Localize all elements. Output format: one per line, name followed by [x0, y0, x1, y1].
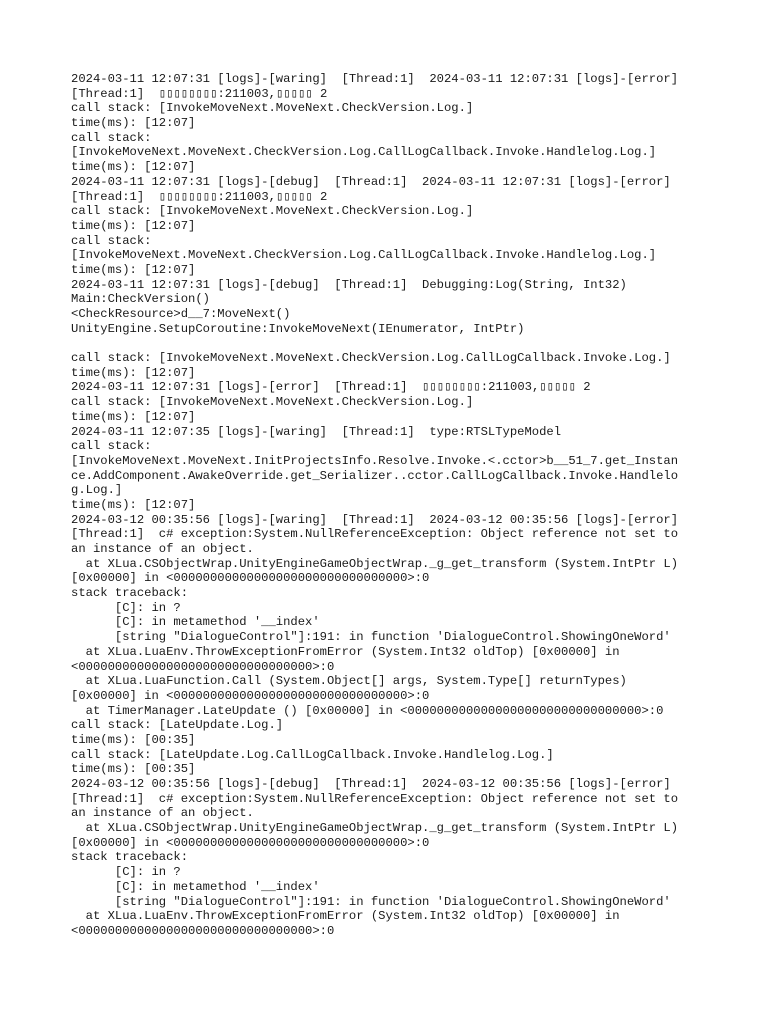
log-line: an instance of an object.	[71, 542, 254, 556]
log-line: at XLua.CSObjectWrap.UnityEngineGameObjectWrap._g_get_transform (System.IntPtr L)	[71, 556, 679, 571]
log-line: [InvokeMoveNext.MoveNext.CheckVersion.Log.CallLogCallback.Invoke.Handlelog.Log.]	[71, 145, 657, 160]
log-line: [C]: in metamethod '__index'	[71, 879, 320, 894]
log-line: 2024-03-11 12:07:31 [logs]-[error] [Thread:1] ▯▯▯▯▯▯▯▯:211003,▯▯▯▯▯ 2	[71, 380, 591, 395]
log-line: call stack: [InvokeMoveNext.MoveNext.CheckVersion.Log.]	[71, 395, 474, 410]
log-line: [Thread:1] c# exception:System.NullReferenceException: Object reference not set to	[71, 791, 679, 806]
log-line: [0x00000] in <00000000000000000000000000000000>:0	[71, 571, 430, 586]
log-line: [Thread:1] ▯▯▯▯▯▯▯▯:211003,▯▯▯▯▯ 2	[71, 86, 328, 101]
log-line: at XLua.LuaEnv.ThrowExceptionFromError (System.Int32 oldTop) [0x00000] in	[71, 644, 620, 659]
log-line: [InvokeMoveNext.MoveNext.InitProjectsInfo.Resolve.Invoke.<.cctor>b__51_7.get_Instan	[71, 453, 679, 468]
log-line: call stack: [InvokeMoveNext.MoveNext.CheckVersion.Log.]	[71, 101, 474, 116]
log-line: 2024-03-12 00:35:56 [logs]-[debug] [Thread:1] 2024-03-12 00:35:56 [logs]-[error]	[71, 777, 671, 791]
log-line: 2024-03-11 12:07:31 [logs]-[debug] [Thread:1] 2024-03-11 12:07:31 [logs]-[error]	[71, 174, 671, 189]
log-line: 2024-03-11 12:07:31 [logs]-[debug] [Thread:1] Debugging:Log(String, Int32)	[71, 277, 627, 292]
log-line: time(ms): [12:07]	[71, 160, 196, 175]
log-line: at XLua.CSObjectWrap.UnityEngineGameObjectWrap._g_get_transform (System.IntPtr L)	[71, 821, 679, 836]
log-line: stack traceback:	[71, 586, 189, 601]
log-line: stack traceback:	[71, 850, 189, 865]
log-line: call stack:	[71, 439, 152, 454]
log-line: 2024-03-12 00:35:56 [logs]-[waring] [Thread:1] 2024-03-12 00:35:56 [logs]-[error]	[71, 512, 679, 527]
log-line: Main:CheckVersion()	[71, 292, 210, 307]
log-line: [Thread:1] ▯▯▯▯▯▯▯▯:211003,▯▯▯▯▯ 2	[71, 189, 328, 204]
log-line: an instance of an object.	[71, 806, 254, 821]
log-line: [string "DialogueControl"]:191: in function 'DialogueControl.ShowingOneWord'	[71, 894, 671, 909]
log-line: time(ms): [00:35]	[71, 762, 196, 777]
log-line: [C]: in ?	[71, 600, 181, 615]
log-line: <00000000000000000000000000000000>:0	[71, 923, 335, 938]
log-line: at TimerManager.LateUpdate () [0x00000] in <00000000000000000000000000000000>:0	[71, 703, 664, 718]
log-text-block	[71, 72, 701, 939]
log-line: call stack: [InvokeMoveNext.MoveNext.CheckVersion.Log.CallLogCallback.Invoke.Log.]	[71, 351, 671, 366]
log-line: call stack:	[71, 233, 152, 248]
log-line: [Thread:1] c# exception:System.NullReferenceException: Object reference not set to	[71, 527, 679, 542]
log-line: time(ms): [00:35]	[71, 732, 196, 747]
log-line: [C]: in ?	[71, 865, 181, 880]
log-line: ce.AddComponent.AwakeOverride.get_Serializer..cctor.CallLogCallback.Invoke.Handlelo	[71, 468, 679, 483]
log-line: time(ms): [12:07]	[71, 409, 196, 424]
log-line: call stack: [InvokeMoveNext.MoveNext.CheckVersion.Log.]	[71, 204, 474, 219]
log-line: 2024-03-11 12:07:31 [logs]-[waring] [Thread:1] 2024-03-11 12:07:31 [logs]-[error]	[71, 72, 679, 86]
log-line: time(ms): [12:07]	[71, 218, 196, 233]
log-line: call stack:	[71, 130, 152, 145]
log-line	[71, 336, 701, 351]
log-line: [string "DialogueControl"]:191: in function 'DialogueControl.ShowingOneWord'	[71, 630, 671, 645]
log-line: time(ms): [12:07]	[71, 262, 196, 277]
log-line: <00000000000000000000000000000000>:0	[71, 659, 335, 674]
log-line: time(ms): [12:07]	[71, 116, 196, 131]
log-line: call stack: [LateUpdate.Log.]	[71, 718, 284, 733]
log-line: [C]: in metamethod '__index'	[71, 615, 320, 630]
log-line: at XLua.LuaEnv.ThrowExceptionFromError (System.Int32 oldTop) [0x00000] in	[71, 909, 620, 924]
log-line: UnityEngine.SetupCoroutine:InvokeMoveNext(IEnumerator, IntPtr)	[71, 321, 525, 336]
log-line: [InvokeMoveNext.MoveNext.CheckVersion.Log.CallLogCallback.Invoke.Handlelog.Log.]	[71, 248, 657, 263]
log-line: g.Log.]	[71, 483, 123, 498]
log-line: time(ms): [12:07]	[71, 365, 196, 380]
log-line: call stack: [LateUpdate.Log.CallLogCallback.Invoke.Handlelog.Log.]	[71, 747, 554, 762]
log-line: <CheckResource>d__7:MoveNext()	[71, 307, 291, 321]
log-line: at XLua.LuaFunction.Call (System.Object[] args, System.Type[] returnTypes)	[71, 674, 627, 689]
log-line: 2024-03-11 12:07:35 [logs]-[waring] [Thread:1] type:RTSLTypeModel	[71, 424, 562, 439]
log-line: [0x00000] in <00000000000000000000000000000000>:0	[71, 835, 430, 850]
log-line: [0x00000] in <00000000000000000000000000000000>:0	[71, 688, 430, 703]
log-line: time(ms): [12:07]	[71, 497, 196, 512]
